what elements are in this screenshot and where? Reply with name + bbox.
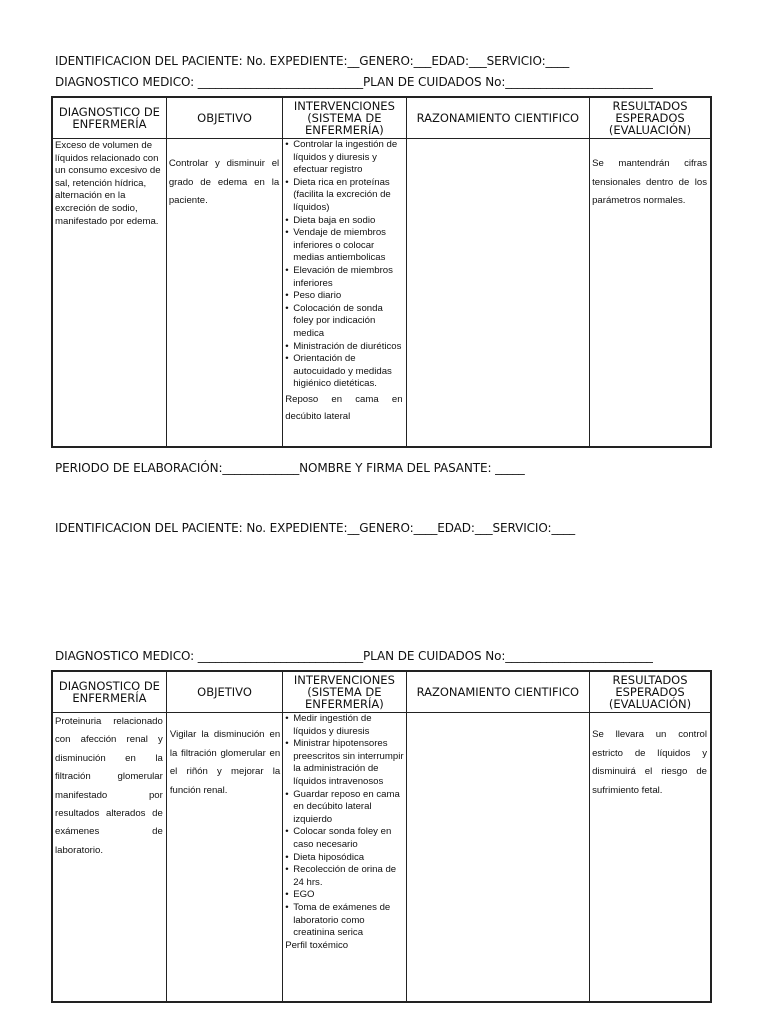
bullet-icon: • (285, 353, 289, 365)
intervention-item (285, 902, 404, 940)
bullet-icon: • (285, 290, 289, 302)
intervention-text: Guardar reposo en cama en decúbito lateral izquierdo (293, 788, 400, 825)
intervention-text: Ministrar hipotensores preescritos sin interrumpir la administración de líquidos intravenosos (293, 738, 404, 787)
interventions-cell (283, 713, 406, 1003)
interventions-list (283, 139, 405, 391)
bullet-icon: • (285, 826, 289, 838)
bullet-icon: • (285, 713, 289, 724)
diagnosis-text: Proteinuria relacionado con afección renal y disminución en la filtración glomerular manifestado por resultados alterados de exámenes de laboratorio. (55, 716, 163, 856)
intervention-item (285, 353, 404, 391)
intervention-text: Controlar la ingestión de líquidos y diuresis y efectuar registro (293, 139, 398, 176)
header-objective: OBJETIVO (166, 97, 282, 139)
intervention-item (285, 177, 404, 215)
table-header-row (52, 97, 711, 139)
results-cell (590, 713, 711, 1003)
bullet-icon: • (285, 851, 289, 863)
interventions-list (283, 713, 405, 940)
bullet-icon: • (285, 214, 289, 226)
intervention-item (285, 265, 404, 290)
intervention-item (285, 215, 404, 228)
objective-text: Controlar y disminuir el grado de edema en la paciente. (168, 158, 280, 206)
intervention-text: Colocación de sonda foley por indicación medica (293, 302, 383, 339)
bullet-icon: • (285, 302, 289, 314)
intervention-text: Orientación de autocuidado y medidas higiénico dietéticas. (293, 353, 392, 390)
header-diagnosis: DIAGNOSTICO DE ENFERMERÍA (52, 97, 166, 139)
results-cell (590, 139, 711, 448)
diagnosis-cell (52, 713, 166, 1003)
intervention-item (285, 341, 404, 354)
header-diagnosis: DIAGNOSTICO DE ENFERMERÍA (52, 671, 166, 713)
bullet-icon: • (285, 340, 289, 352)
table-row (52, 713, 711, 1003)
intervention-text: Vendaje de miembros inferiores o colocar medias antiembolicas (293, 227, 386, 264)
intervention-item (285, 227, 404, 265)
intervention-item (285, 303, 404, 341)
intervention-item (285, 826, 404, 851)
patient-id-line: IDENTIFICACION DEL PACIENTE: No. EXPEDIENTE:__GENERO:___EDAD:___SERVICIO:____ (55, 54, 570, 68)
bullet-icon: • (285, 738, 289, 750)
care-plan-table (51, 96, 712, 448)
intervention-item (285, 852, 404, 865)
interventions-extra: Perfil toxémico (285, 939, 349, 951)
medical-diagnosis-line: DIAGNOSTICO MEDICO: ____________________________PLAN DE CUIDADOS No:_________________________ (55, 75, 653, 89)
header-results: RESULTADOS ESPERADOS (EVALUACIÓN) (590, 671, 711, 713)
intervention-item (285, 864, 404, 889)
intervention-text: Elevación de miembros inferiores (293, 264, 393, 289)
results-text: Se llevara un control estricto de líquidos y disminuirá el riesgo de sufrimiento fetal. (592, 729, 707, 796)
intervention-item (285, 139, 404, 177)
reasoning-cell (406, 139, 590, 448)
care-plan-table-2 (51, 670, 712, 1003)
header-reasoning: RAZONAMIENTO CIENTIFICO (406, 97, 590, 139)
bullet-icon: • (285, 901, 289, 913)
bullet-icon: • (285, 227, 289, 239)
interventions-extra: Reposo en cama en decúbito lateral (285, 393, 403, 422)
intervention-text: Colocar sonda foley en caso necesario (293, 826, 392, 850)
intervention-text: Dieta baja en sodio (293, 214, 376, 226)
objective-text: Vigilar la disminución en la filtración glomerular en el riñón y mejorar la función renal. (169, 729, 281, 796)
header-results: RESULTADOS ESPERADOS (EVALUACIÓN) (590, 97, 711, 139)
intervention-item (285, 738, 404, 788)
intervention-text: EGO (293, 889, 315, 901)
header-reasoning: RAZONAMIENTO CIENTIFICO (406, 671, 590, 713)
bullet-icon: • (285, 176, 289, 188)
bullet-icon: • (285, 264, 289, 276)
bullet-icon: • (285, 864, 289, 876)
intervention-item (285, 290, 404, 303)
intervention-item (285, 789, 404, 827)
table-header-row (52, 671, 711, 713)
interventions-cell (283, 139, 406, 448)
elaboration-period-line: PERIODO DE ELABORACIÓN:_____________NOMBRE Y FIRMA DEL PASANTE: _____ (55, 461, 525, 475)
reasoning-cell (406, 713, 590, 1003)
bullet-icon: • (285, 889, 289, 901)
intervention-text: Dieta rica en proteínas (facilita la excreción de líquidos) (293, 176, 391, 213)
intervention-text: Recolección de orina de 24 hrs. (293, 864, 397, 888)
objective-cell (166, 713, 282, 1003)
header-interventions: INTERVENCIONES (SISTEMA DE ENFERMERÍA) (283, 671, 406, 713)
intervention-item (285, 889, 404, 902)
results-text: Se mantendrán cifras tensionales dentro de los parámetros normales. (592, 158, 707, 206)
objective-cell (166, 139, 282, 448)
bullet-icon: • (285, 139, 289, 150)
header-objective: OBJETIVO (166, 671, 282, 713)
patient-id-line-2: IDENTIFICACION DEL PACIENTE: No. EXPEDIENTE:__GENERO:____EDAD:___SERVICIO:____ (55, 521, 576, 535)
intervention-item (285, 713, 404, 738)
intervention-text: Ministración de diuréticos (293, 340, 402, 352)
intervention-text: Peso diario (293, 290, 342, 302)
intervention-text: Medir ingestión de líquidos y diuresis (293, 713, 372, 737)
medical-diagnosis-line-2: DIAGNOSTICO MEDICO: ____________________________PLAN DE CUIDADOS No:_________________________ (55, 649, 653, 663)
header-interventions: INTERVENCIONES (SISTEMA DE ENFERMERÍA) (283, 97, 406, 139)
diagnosis-cell (52, 139, 166, 448)
bullet-icon: • (285, 788, 289, 800)
intervention-text: Toma de exámenes de laboratorio como creatinina serica (293, 901, 391, 939)
diagnosis-text: Exceso de volumen de líquidos relacionado con un consumo excesivo de sal, retención hídrica, alternación en la excreción de sodio, manifestado por edema. (55, 140, 161, 227)
intervention-text: Dieta hiposódica (293, 851, 365, 863)
table-row (52, 139, 711, 448)
